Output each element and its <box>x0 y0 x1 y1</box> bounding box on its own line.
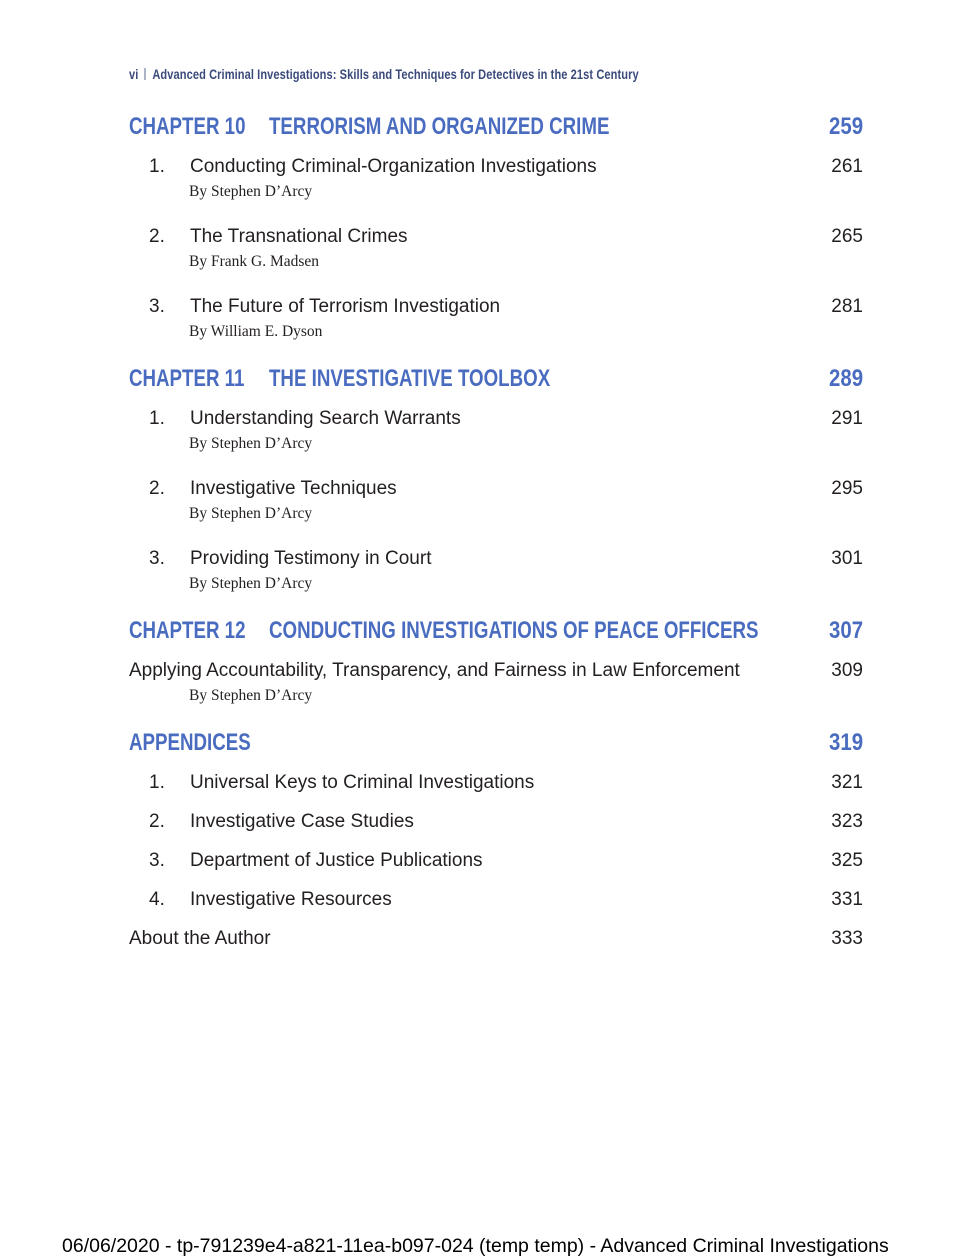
entry-page-number: 321 <box>831 772 863 793</box>
toc-entry[interactable] <box>129 847 863 875</box>
chapter-label: CHAPTER 12 <box>129 617 246 644</box>
appendices-page-number: 319 <box>828 729 863 756</box>
entry-title: Investigative Techniques <box>190 478 397 499</box>
toc-entry[interactable] <box>129 475 863 503</box>
chapter-page-number: 307 <box>828 617 863 644</box>
running-head <box>129 67 639 82</box>
entry-page-number: 295 <box>831 478 863 499</box>
toc-entry[interactable] <box>129 657 863 685</box>
toc-entry[interactable] <box>129 153 863 181</box>
toc-entry[interactable] <box>129 808 863 836</box>
entry-page-number: 333 <box>831 928 863 949</box>
toc-entry[interactable] <box>129 886 863 914</box>
entry-title: The Future of Terrorism Investigation <box>190 296 501 317</box>
entry-number: 1. <box>149 156 165 177</box>
toc-entry[interactable] <box>129 293 863 321</box>
appendices-heading[interactable] <box>129 727 863 759</box>
chapter-heading[interactable] <box>129 111 863 143</box>
chapter-11-section <box>129 363 863 599</box>
chapter-label: CHAPTER 10 <box>129 113 246 140</box>
entry-page-number: 309 <box>831 660 863 681</box>
chapter-12-section <box>129 615 863 711</box>
entry-page-number: 301 <box>831 548 863 569</box>
chapter-page-number: 259 <box>828 113 863 140</box>
entry-title: Conducting Criminal-Organization Investigations <box>190 156 597 177</box>
entry-page-number: 281 <box>831 296 863 317</box>
entry-title: About the Author <box>129 928 271 949</box>
chapter-10-section <box>129 111 863 347</box>
entry-number: 2. <box>149 226 165 247</box>
entry-title: Investigative Case Studies <box>190 811 414 832</box>
running-head-book-title: Advanced Criminal Investigations: Skills and Techniques for Detectives in the 21st Century <box>152 67 639 82</box>
entry-number: 2. <box>149 811 165 832</box>
appendices-label: APPENDICES <box>129 729 251 756</box>
entry-author: By Stephen D’Arcy <box>189 183 313 200</box>
entry-page-number: 331 <box>831 889 863 910</box>
entry-number: 3. <box>149 296 165 317</box>
entry-page-number: 261 <box>831 156 863 177</box>
toc-entry[interactable] <box>129 223 863 251</box>
entry-number: 2. <box>149 478 165 499</box>
entry-title: Understanding Search Warrants <box>190 408 461 429</box>
entry-title: Universal Keys to Criminal Investigations <box>190 772 535 793</box>
chapter-page-number: 289 <box>828 365 863 392</box>
chapter-heading[interactable] <box>129 363 863 395</box>
print-footer: 06/06/2020 - tp-791239e4-a821-11ea-b097-024 (temp temp) - Advanced Criminal Investigations <box>62 1235 889 1257</box>
entry-page-number: 325 <box>831 850 863 871</box>
chapter-heading[interactable] <box>129 615 863 647</box>
entry-title: Providing Testimony in Court <box>190 548 432 569</box>
entry-title: Department of Justice Publications <box>190 850 483 871</box>
toc-entry-about-author[interactable] <box>129 925 863 953</box>
entry-author: By Stephen D’Arcy <box>189 575 313 592</box>
chapter-title: TERRORISM AND ORGANIZED CRIME <box>269 113 610 140</box>
entry-title: The Transnational Crimes <box>190 226 408 247</box>
chapter-title: THE INVESTIGATIVE TOOLBOX <box>269 365 551 392</box>
appendices-section <box>129 727 863 953</box>
entry-number: 3. <box>149 850 165 871</box>
entry-page-number: 265 <box>831 226 863 247</box>
entry-author: By Frank G. Madsen <box>189 253 320 270</box>
entry-title: Investigative Resources <box>190 889 392 910</box>
toc-entry[interactable] <box>129 405 863 433</box>
toc-entry[interactable] <box>129 545 863 573</box>
entry-author: By Stephen D’Arcy <box>189 687 313 704</box>
entry-page-number: 323 <box>831 811 863 832</box>
entry-author: By William E. Dyson <box>189 323 323 340</box>
entry-number: 3. <box>149 548 165 569</box>
entry-number: 1. <box>149 408 165 429</box>
entry-number: 1. <box>149 772 165 793</box>
chapter-title: CONDUCTING INVESTIGATIONS OF PEACE OFFICERS <box>269 617 759 644</box>
entry-author: By Stephen D’Arcy <box>189 435 313 452</box>
entry-author: By Stephen D’Arcy <box>189 505 313 522</box>
table-of-contents <box>129 111 863 963</box>
running-head-page-number: vi <box>129 67 139 82</box>
chapter-label: CHAPTER 11 <box>129 365 245 392</box>
entry-number: 4. <box>149 889 165 910</box>
running-head-divider <box>145 68 146 80</box>
entry-title: Applying Accountability, Transparency, and Fairness in Law Enforcement <box>129 660 740 681</box>
toc-entry[interactable] <box>129 769 863 797</box>
entry-page-number: 291 <box>831 408 863 429</box>
